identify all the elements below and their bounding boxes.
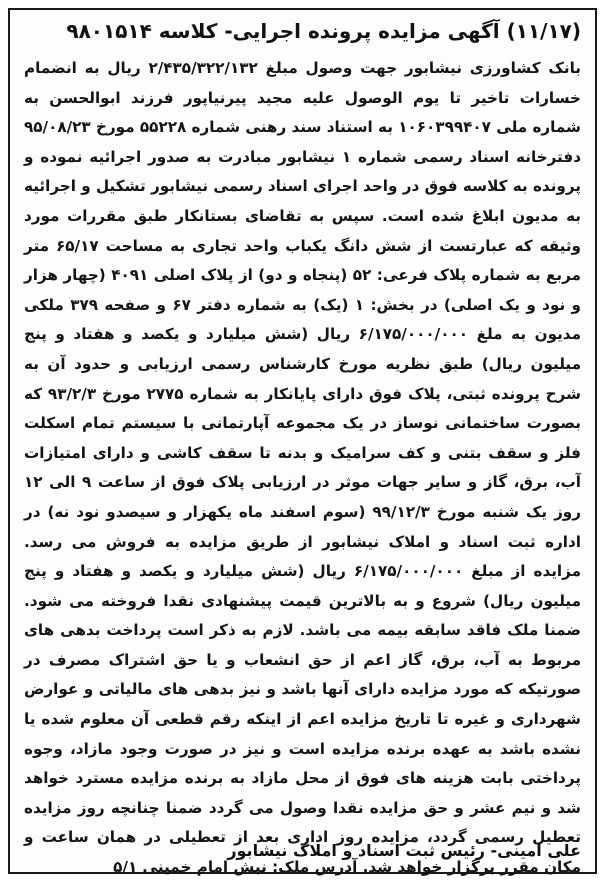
notice-signature: علی امینی- رئیس ثبت اسناد و املاک نیشابور xyxy=(227,841,581,860)
notice-body: بانک کشاورزی نیشابور جهت وصول مبلغ ۲/۴۳۵/۳۲۲/۱۳۲ ریال به انضمام خسارات تاخیر تا یوم الوصول علیه مجید پیرنیاپور فرزند ابوالحسن به شماره ملی ۱۰۶۰۳۹۹۴۰۷ به استناد سند رهنی شماره ۵۵۲۲۸ مورخ ۹۵/۰۸/۲۳ دفترخانه اسناد رسمی شماره ۱ نیشابور مبادرت به صدور اجرائیه نموده و پرونده به کلاسه فوق در واحد اجرای اسناد رسمی نیشابور تشکیل و اجرائیه به مدیون ابلاغ شده است. سپس به تقاضای بستانکار طبق مقررات مورد وثیقه که عبارتست از شش دانگ یکباب واحد تجاری به مساحت ۶۵/۱۷ متر مربع به شماره پلاک فرعی: ۵۲ (پنجاه و دو) از پلاک اصلی ۴۰۹۱ (چهار هزار و نود و یک اصلی) در بخش: ۱ (یک) به شماره دفتر ۶۷ و صفحه ۳۷۹ ملکی مدیون به ملغ ۶/۱۷۵/۰۰۰/۰۰۰ ریال (شش میلیارد و یکصد و هفتاد و پنج میلیون ریال) طبق نظریه مورخ کارشناس رسمی ارزیابی و حدود آن به شرح پرونده ثبتی، پلاک فوق دارای پایانکار به شماره ۲۷۷۵ مورخ ۹۳/۲/۳ که بصورت ساختمانی نوساز در یک مجموعه آپارتمانی با سیستم تمام اسکلت فلز و سقف بتنی و کف سرامیک و بدنه تا سقف کاشی و دارای امتیازات آب، برق، گاز و سایر جهات موثر در ارزیابی پلاک فوق از ساعت ۹ الی ۱۲ روز یک شنبه مورخ ۹۹/۱۲/۳ (سوم اسفند ماه یکهزار و سیصدو نود نه) در اداره ثبت اسناد و املاک نیشابور از طریق مزایده به فروش می رسد. مزایده از مبلغ ۶/۱۷۵/۰۰۰/۰۰۰ ریال (شش میلیارد و یکصد و هفتاد و پنج میلیون ریال) شروع و به بالاترین قیمت پیشنهادی نقدا فروخته می شود. ضمنا ملک فاقد سابقه بیمه می باشد. لازم به ذکر است پرداخت بدهی های مربوط به آب، برق، گاز اعم از حق انشعاب و یا حق اشتراک مصرف در صورتیکه که مورد مزایده دارای آنها باشد و نیز بدهی های مالیاتی و عوارض شهرداری و غیره تا تاریخ مزایده اعم از اینکه رقم قطعی آن معلوم شده یا نشده باشد به عهده برنده مزایده است و نیز در صورت وجود مازاد، وجوه پرداختی بابت هزینه های فوق از محل مازاد به برنده مزایده مسترد خواهد شد و نیم عشر و حق مزایده نقدا وصول می گردد ضمنا چنانچه روز مزایده تعطیل رسمی گردد، مزایده روز اداری بعد از تعطیلی در همان ساعت و مکان مقرر برگزار خواهد شد. آدرس ملک: نبش امام خمینی ۵/۱ xyxy=(23,59,581,877)
auction-notice xyxy=(8,8,597,877)
notice-title: (۱۱/۱۷) آگهی مزایده پرونده اجرایی- کلاسه ۹۸۰۱۵۱۴ xyxy=(66,19,581,43)
